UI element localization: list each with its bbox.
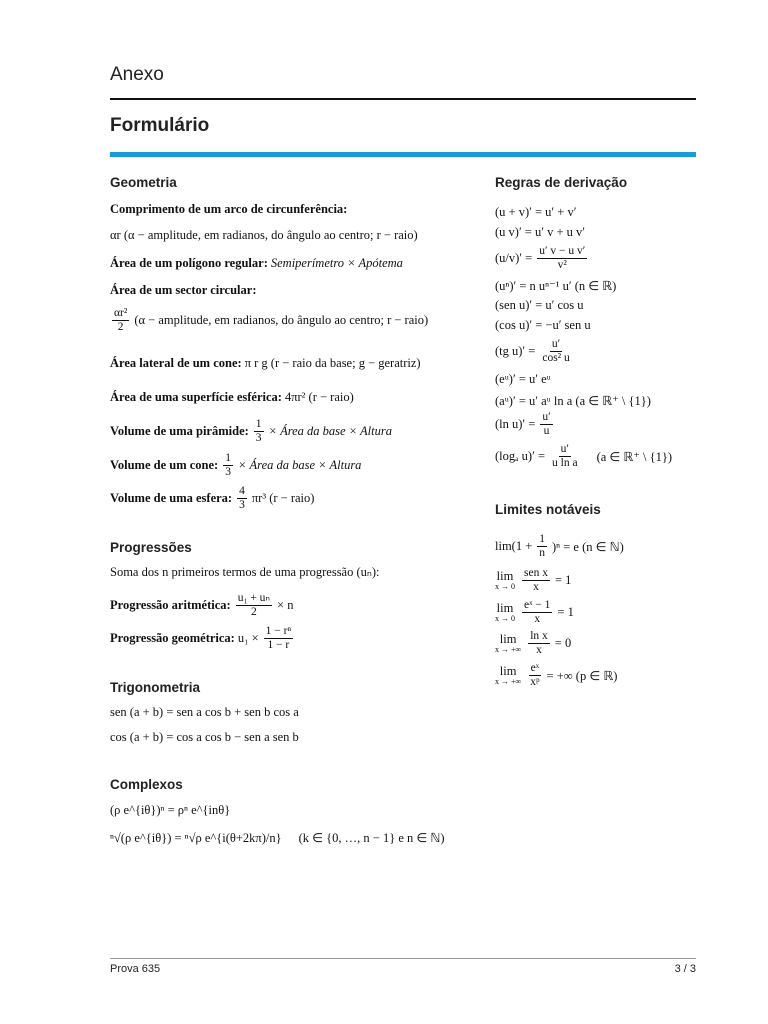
poligono-row: Área de um polígono regular: Semiperímetro × Apótema xyxy=(110,256,403,270)
limite-2: lim x → 0 $\frac{\text{sen x}}{x}$ = 1 xyxy=(495,567,572,594)
limite-2-fraction: $\frac{\text{sen x}}{x}$ xyxy=(524,567,548,594)
arco-label: Comprimento de um arco de circunferência: xyxy=(110,202,348,216)
derivacao-rule-5: (sen u)′ = u′ cos u xyxy=(495,298,584,312)
quotient-fraction: $\frac{\text{u′ v − u v′}}{\text{v²}}$ xyxy=(539,245,586,272)
piramide-fraction: $\frac{1}{3}$ xyxy=(255,418,262,445)
ln-fraction: $\frac{u'}{u}$ xyxy=(542,411,551,438)
piramide-row: Volume de uma pirâmide: $\frac{1}{3}$ × Área da base × Altura xyxy=(110,418,392,445)
derivacao-rule-6: (cos u)′ = −u′ sen u xyxy=(495,318,591,332)
tg-fraction: $\frac{u'}{\text{cos² u}}$ xyxy=(542,338,570,365)
limite-1: lim(1 + $\frac{1}{n}$ )ⁿ = e (n ∈ ℕ) xyxy=(495,533,624,560)
arco-formula: αr (α − amplitude, em radianos, do ângulo ao centro; r − raio) xyxy=(110,228,418,242)
cone-lateral-row: Área lateral de um cone: π r g (r − raio da base; g − geratriz) xyxy=(110,356,421,370)
trigonometria-heading: Trigonometria xyxy=(110,680,201,695)
derivacao-rule-3: (u/v)′ = $\frac{\text{u′ v − u v′}}{\text{v²}}$ xyxy=(495,245,586,272)
derivacao-rule-10: (ln u)′ = $\frac{u'}{u}$ xyxy=(495,411,551,438)
cone-volume-fraction: $\frac{1}{3}$ xyxy=(225,452,231,479)
limite-4: lim x → +∞ $\frac{\text{ln x}}{x}$ = 0 xyxy=(495,630,572,657)
trig-formula-1: sen (a + b) = sen a cos b + sen b cos a xyxy=(110,705,299,719)
limite-3: lim x → 0 $\frac{\text{eˣ − 1}}{x}$ = 1 xyxy=(495,599,574,626)
top-divider xyxy=(110,98,696,100)
limite-5-fraction: $\frac{\text{eˣ}}{\text{xᵖ}}$ xyxy=(530,662,540,689)
geometria-heading: Geometria xyxy=(110,175,177,190)
complexos-heading: Complexos xyxy=(110,777,183,792)
esfera-volume-fraction: $\frac{4}{3}$ xyxy=(239,485,245,512)
trig-formula-2: cos (a + b) = cos a cos b − sen a sen b xyxy=(110,730,299,744)
complexos-formula-2: ⁿ√(ρ e^{iθ}) = ⁿ√ρ e^{i(θ+2kπ)/n} (k ∈ {0, …, n − 1} e n ∈ ℕ) xyxy=(110,830,445,845)
complexos-formula-1: (ρ e^{iθ})ⁿ = ρⁿ e^{inθ} xyxy=(110,803,231,817)
limites-heading: Limites notáveis xyxy=(495,502,601,517)
derivacao-rule-1: (u + v)′ = u′ + v′ xyxy=(495,205,577,219)
aritmetica-fraction: $\frac{\text{u₁ + uₙ}}{2}$ xyxy=(237,592,271,619)
progressao-aritmetica-row: Progressão aritmética: $\frac{\text{u₁ + uₙ}}{2}$ × n xyxy=(110,592,294,619)
derivacao-rule-9: (aᵘ)′ = u′ aᵘ ln a (a ∈ ℝ⁺ \ {1}) xyxy=(495,394,651,408)
cone-volume-row: Volume de um cone: $\frac{1}{3}$ × Área da base × Altura xyxy=(110,452,362,479)
soma-text: Soma dos n primeiros termos de uma progressão (uₙ): xyxy=(110,565,380,579)
footer-exam-label: Prova 635 xyxy=(110,963,161,975)
esfera-superficie-row: Área de uma superfície esférica: 4πr² (r − raio) xyxy=(110,390,354,404)
page-title: Formulário xyxy=(110,115,210,136)
limite-1-fraction: $\frac{1}{n}$ xyxy=(539,533,546,560)
blue-divider xyxy=(110,152,696,157)
limite-4-fraction: $\frac{\text{ln x}}{x}$ xyxy=(530,630,548,657)
footer-divider xyxy=(110,958,696,959)
log-fraction: $\frac{u'}{\text{u ln a}}$ xyxy=(552,443,578,470)
derivacao-rule-11: (logₐ u)′ = $\frac{u'}{\text{u ln a}}$ (a ∈ ℝ⁺ \ {1}) xyxy=(495,443,673,470)
progressoes-heading: Progressões xyxy=(110,540,192,555)
limite-5: lim x → +∞ $\frac{\text{eˣ}}{\text{xᵖ}}$ = +∞ (p ∈ ℝ) xyxy=(495,662,618,689)
esfera-volume-row: Volume de uma esfera: $\frac{4}{3}$ πr³ (r − raio) xyxy=(110,485,315,512)
page-number: 3 / 3 xyxy=(674,963,696,975)
derivacao-heading: Regras de derivação xyxy=(495,175,628,190)
derivacao-rule-4: (uⁿ)′ = n uⁿ⁻¹ u′ (n ∈ ℝ) xyxy=(495,279,617,293)
sector-label: Área de um sector circular: xyxy=(110,283,257,297)
progressao-geometrica-row: Progressão geométrica: u₁ × $\frac{\text{1 − rⁿ}}{1 - r}$ xyxy=(110,625,292,652)
geometrica-fraction: $\frac{\text{1 − rⁿ}}{1 - r}$ xyxy=(265,625,292,652)
limite-3-fraction: $\frac{\text{eˣ − 1}}{x}$ xyxy=(524,599,551,626)
derivacao-rule-7: (tg u)′ = $\frac{u'}{\text{cos² u}}$ xyxy=(495,338,570,365)
sector-fraction: $\frac{\text{αr²}}{2}$ xyxy=(114,307,128,334)
derivacao-rule-2: (u v)′ = u′ v + u v′ xyxy=(495,225,586,239)
annex-title: Anexo xyxy=(110,64,164,85)
derivacao-rule-8: (eᵘ)′ = u′ eᵘ xyxy=(495,372,551,386)
sector-formula: $\frac{\text{αr²}}{2}$ (α − amplitude, em radianos, do ângulo ao centro; r − raio) xyxy=(114,307,429,334)
